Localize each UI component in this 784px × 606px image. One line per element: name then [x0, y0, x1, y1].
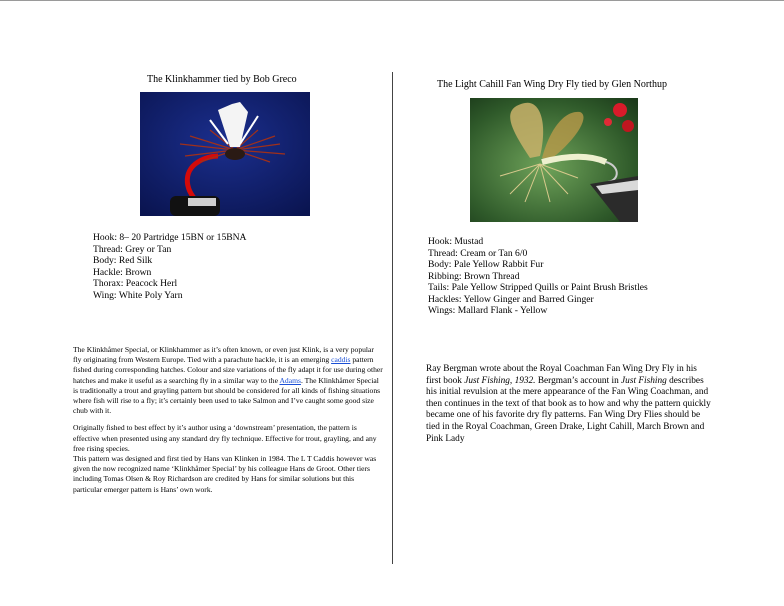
recipe-wings: Wings: Mallard Flank - Yellow: [428, 305, 548, 316]
book-title: Just Fishing, 1932.: [464, 375, 536, 386]
recipe-thread: Thread: Grey or Tan: [93, 243, 172, 255]
light-cahill-photo: [470, 98, 638, 222]
recipe-hackle: Hackle: Brown: [93, 266, 152, 278]
recipe-thorax: Thorax: Peacock Herl: [93, 278, 178, 289]
top-border-line: [0, 0, 784, 1]
recipe-thread: Thread: Cream or Tan 6/0: [428, 247, 528, 259]
klinkhammer-paragraph-3: This pattern was designed and first tied by Hans van Klinken in 1984. The L T Caddis however was given the now recognized name ‘Klinkhåmer Special’ by his colleague Hans de Groot. Other tiers including Tomas Olsen & Roy Richardson are credited by Hans for similar solutions but this particular emerger pattern is Hans’ own work.: [73, 454, 377, 494]
light-cahill-recipe: [428, 236, 648, 317]
klinkhammer-description: [73, 345, 383, 502]
column-divider: [392, 72, 393, 564]
recipe-body: Body: Red Silk: [93, 255, 153, 266]
recipe-wing: Wing: White Poly Yarn: [93, 289, 183, 301]
recipe-body: Body: Pale Yellow Rabbit Fur: [428, 259, 544, 270]
recipe-hook: Hook: 8– 20 Partridge 15BN or 15BNA: [93, 232, 247, 243]
book-title: Just Fishing: [621, 375, 667, 386]
klinkhammer-photo: [140, 92, 310, 216]
klinkhammer-recipe: [93, 232, 247, 301]
fan-wing-description: Ray Bergman wrote about the Royal Coachman Fan Wing Dry Fly in his first book Just Fishing, 1932. Bergman’s account in Just Fishing describes his initial revulsion at the mere appearance of the Fan Wing Coachman, and then continues in the text of that book as to how and why the pattern quickly became one of his favorite dry fly patterns. Fan Wing Dry Flies should be tied in the Royal Coachman, Green Drake, Light Cahill, March Brown and Pink Lady: [426, 364, 711, 444]
klinkhammer-paragraph-2: Originally fished to best effect by it’s author using a ‘downstream’ presentation, the pattern is effective when presented using any standard dry fly technique. Effective for trout, grayling, and any free rising species.: [73, 423, 377, 453]
klinkhammer-title: The Klinkhammer tied by Bob Greco: [147, 74, 297, 85]
recipe-hook: Hook: Mustad: [428, 236, 484, 247]
adams-link[interactable]: Adams: [279, 375, 301, 385]
recipe-tails: Tails: Pale Yellow Stripped Quills or Paint Brush Bristles: [428, 282, 648, 293]
caddis-link[interactable]: caddis: [331, 355, 351, 365]
klinkhammer-paragraph-1: The Klinkhåmer Special, or Klinkhammer as it’s often known, or even just Klink, is a very popular fly originating from Western Europe. Tied with a parachute hackle, it is an emerging caddis pattern fished during corresponding hatches. Colour and size variations of the fly adapt it for use during other hatches and make it useful as a searching fly in a similar way to the Adams. The Klinkhåmer Special is traditionally a trout and grayling pattern but should be considered for all kinds of fishing situations where fish will rise to a fly; it’s certainly been used to take Salmon and I’ve caught some good size chub with it.: [73, 345, 383, 416]
recipe-hackles: Hackles: Yellow Ginger and Barred Ginger: [428, 293, 594, 305]
recipe-ribbing: Ribbing: Brown Thread: [428, 270, 520, 282]
light-cahill-title: The Light Cahill Fan Wing Dry Fly tied by Glen Northup: [437, 79, 667, 90]
